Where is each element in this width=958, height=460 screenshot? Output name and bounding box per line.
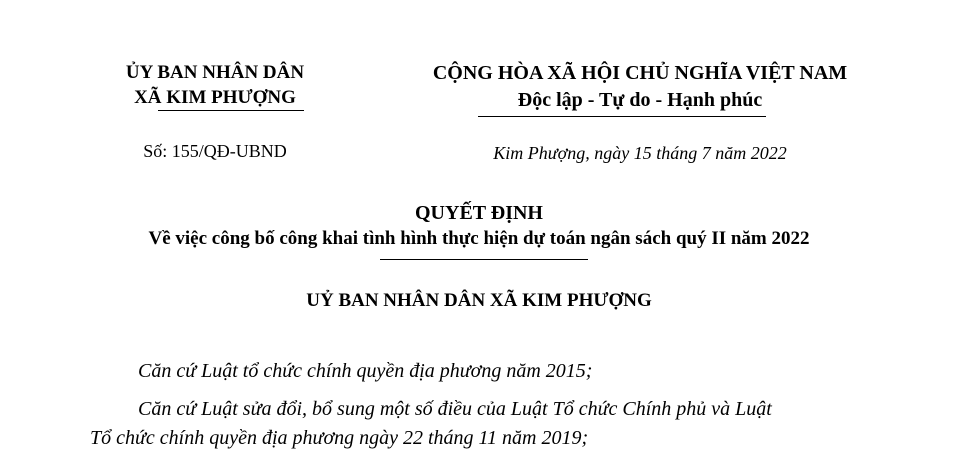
national-title: CỘNG HÒA XÃ HỘI CHỦ NGHĨA VIỆT NAM: [432, 62, 848, 84]
place-and-date: Kim Phượng, ngày 15 tháng 7 năm 2022: [493, 143, 787, 163]
issuing-org-line2: XÃ KIM PHƯỢNG: [134, 87, 296, 108]
national-motto-underline: [478, 116, 766, 117]
issuing-org-underline: [158, 110, 304, 111]
legal-basis-1: Căn cứ Luật tổ chức chính quyền địa phương năm 2015;: [138, 360, 593, 382]
document-number: Số: 155/QĐ-UBND: [143, 141, 287, 161]
decision-subject: Về việc công bố công khai tình hình thực hiện dự toán ngân sách quý II năm 2022: [148, 228, 810, 249]
decision-issuer: UỶ BAN NHÂN DÂN XÃ KIM PHƯỢNG: [306, 290, 652, 311]
issuing-org-line1: ỦY BAN NHÂN DÂN: [125, 62, 305, 83]
decision-title: QUYẾT ĐỊNH: [415, 202, 543, 224]
decision-subject-underline: [380, 259, 588, 260]
national-motto: Độc lập - Tự do - Hạnh phúc: [517, 89, 763, 111]
legal-basis-2-line2: Tổ chức chính quyền địa phương ngày 22 tháng 11 năm 2019;: [90, 427, 589, 449]
legal-basis-2-line1: Căn cứ Luật sửa đổi, bổ sung một số điều của Luật Tổ chức Chính phủ và Luật: [138, 398, 772, 420]
